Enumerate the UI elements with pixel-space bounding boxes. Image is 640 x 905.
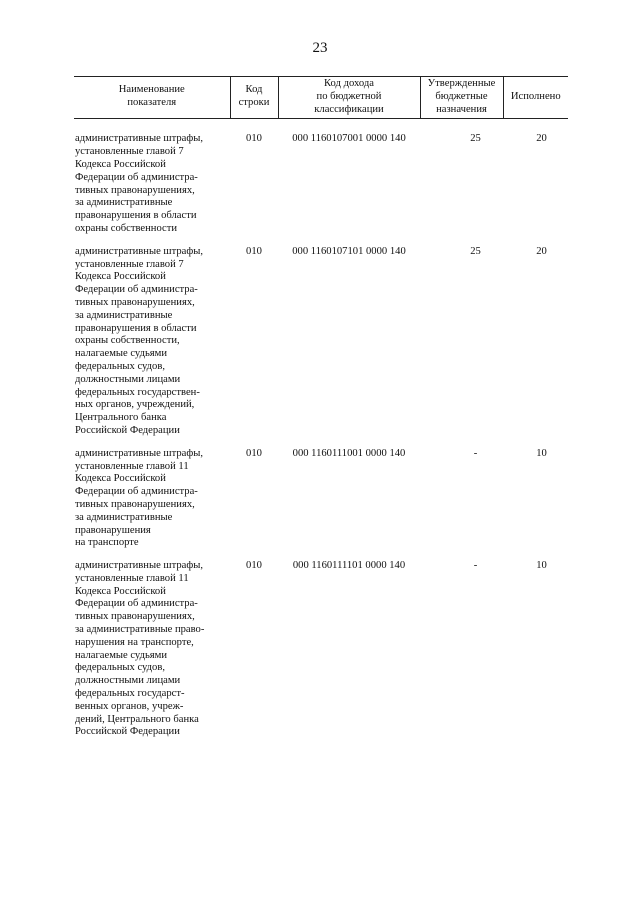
- indicator-name-line: налагаемые судьями: [75, 348, 168, 360]
- header-line: Наименование: [118, 84, 185, 96]
- indicator-name-line: за административные: [75, 309, 173, 321]
- header-line: Утвержденные: [427, 78, 496, 89]
- classification-code-cell: 000 1160107001 0000 140: [292, 133, 406, 145]
- indicator-name-line: правонарушения в области: [75, 322, 197, 334]
- header-line: бюджетные: [435, 90, 488, 102]
- header-line: Код дохода: [324, 78, 374, 89]
- indicator-name-cell: [74, 238, 230, 440]
- row-code-cell: 010: [246, 245, 262, 257]
- approved-budget-cell: -: [473, 447, 478, 459]
- indicator-name-line: должностными лицами: [75, 675, 181, 687]
- header-line: строки: [238, 97, 270, 109]
- indicator-name-line: Российской Федерации: [75, 424, 180, 436]
- indicator-name-line: охраны собственности: [75, 222, 178, 234]
- indicator-name-line: Российской Федерации: [75, 726, 180, 738]
- executed-cell: 10: [536, 560, 547, 572]
- indicator-name-line: на транспорте: [75, 537, 139, 549]
- indicator-name-line: нарушения на транспорте,: [75, 636, 194, 648]
- indicator-name-cell: [74, 440, 230, 552]
- classification-code-cell: 000 1160111101 0000 140: [292, 560, 406, 572]
- indicator-name-line: охраны собственности,: [75, 335, 180, 347]
- table-row: [74, 552, 568, 741]
- indicator-name-line: за административные: [75, 197, 173, 209]
- indicator-name-line: Кодекса Российской: [75, 158, 166, 170]
- row-code-cell: 010: [246, 133, 262, 145]
- header-line: Код: [245, 84, 263, 96]
- indicator-name-line: административные штрафы,: [75, 560, 203, 572]
- table-row: [74, 238, 568, 440]
- indicator-name-line: правонарушения: [75, 524, 151, 536]
- indicator-name-line: Федерации об администра-: [75, 486, 198, 498]
- indicator-name-line: Федерации об администра-: [75, 171, 198, 183]
- executed-cell: 20: [536, 245, 547, 257]
- indicator-name-line: правонарушения в области: [75, 210, 197, 222]
- indicator-name-line: должностными лицами: [75, 373, 181, 385]
- indicator-name-line: федеральных судов,: [75, 360, 165, 372]
- executed-cell: 20: [536, 133, 547, 145]
- header-classification-code: [278, 77, 420, 119]
- indicator-name-line: Кодекса Российской: [75, 271, 166, 283]
- indicator-name-line: административные штрафы,: [75, 245, 203, 257]
- header-row-code: [230, 77, 278, 119]
- indicator-name-line: федеральных государст-: [75, 688, 185, 700]
- indicator-name-line: за административные: [75, 511, 173, 523]
- indicator-name-line: установленные главой 7: [75, 258, 184, 270]
- indicator-name-line: установленные главой 7: [75, 146, 184, 158]
- indicator-name-line: федеральных судов,: [75, 662, 165, 674]
- header-approved-budget: [420, 77, 503, 119]
- indicator-name-line: административные штрафы,: [75, 447, 203, 459]
- indicator-name-line: тивных правонарушениях,: [75, 296, 195, 308]
- approved-budget-cell: -: [473, 560, 478, 572]
- indicator-name-line: тивных правонарушениях,: [75, 611, 195, 623]
- classification-code-cell: 000 1160111001 0000 140: [292, 447, 406, 459]
- header-line: назначения: [436, 103, 487, 115]
- header-indicator-name: [74, 77, 230, 119]
- header-executed: [503, 77, 568, 119]
- indicator-name-line: Кодекса Российской: [75, 585, 166, 597]
- indicator-name-line: венных органов, учреж-: [75, 700, 184, 712]
- indicator-name-cell: [74, 119, 230, 238]
- indicator-name-line: тивных правонарушениях,: [75, 184, 195, 196]
- row-code-cell: 010: [246, 560, 262, 572]
- indicator-name-line: Кодекса Российской: [75, 473, 166, 485]
- indicator-name-line: административные штрафы,: [75, 133, 203, 145]
- header-line: классификации: [314, 103, 384, 115]
- indicator-name-line: Центрального банка: [75, 412, 167, 424]
- indicator-name-line: Федерации об администра-: [75, 598, 198, 610]
- indicator-name-line: за административные право-: [75, 624, 205, 636]
- classification-code-cell: 000 1160107101 0000 140: [292, 245, 406, 257]
- revenue-report-table: [74, 76, 568, 741]
- row-code-cell: 010: [246, 447, 262, 459]
- table-header-row: [74, 77, 568, 119]
- indicator-name-line: установленные главой 11: [75, 460, 189, 472]
- indicator-name-line: Федерации об администра-: [75, 284, 198, 296]
- indicator-name-line: установленные главой 11: [75, 572, 189, 584]
- indicator-name-line: федеральных государствен-: [75, 386, 200, 398]
- table-body: [74, 119, 568, 741]
- header-line: показателя: [127, 97, 177, 109]
- approved-budget-cell: 25: [470, 245, 481, 257]
- header-line: Исполнено: [510, 90, 561, 102]
- indicator-name-line: дений, Центрального банка: [75, 713, 199, 725]
- indicator-name-cell: [74, 552, 230, 741]
- indicator-name-line: тивных правонарушениях,: [75, 498, 195, 510]
- executed-cell: 10: [536, 447, 547, 459]
- table-row: [74, 440, 568, 552]
- table-row: [74, 119, 568, 238]
- approved-budget-cell: 25: [470, 133, 481, 145]
- indicator-name-line: налагаемые судьями: [75, 649, 168, 661]
- page-number: 23: [312, 40, 328, 56]
- header-line: по бюджетной: [316, 90, 382, 102]
- indicator-name-line: ных органов, учреждений,: [75, 399, 195, 411]
